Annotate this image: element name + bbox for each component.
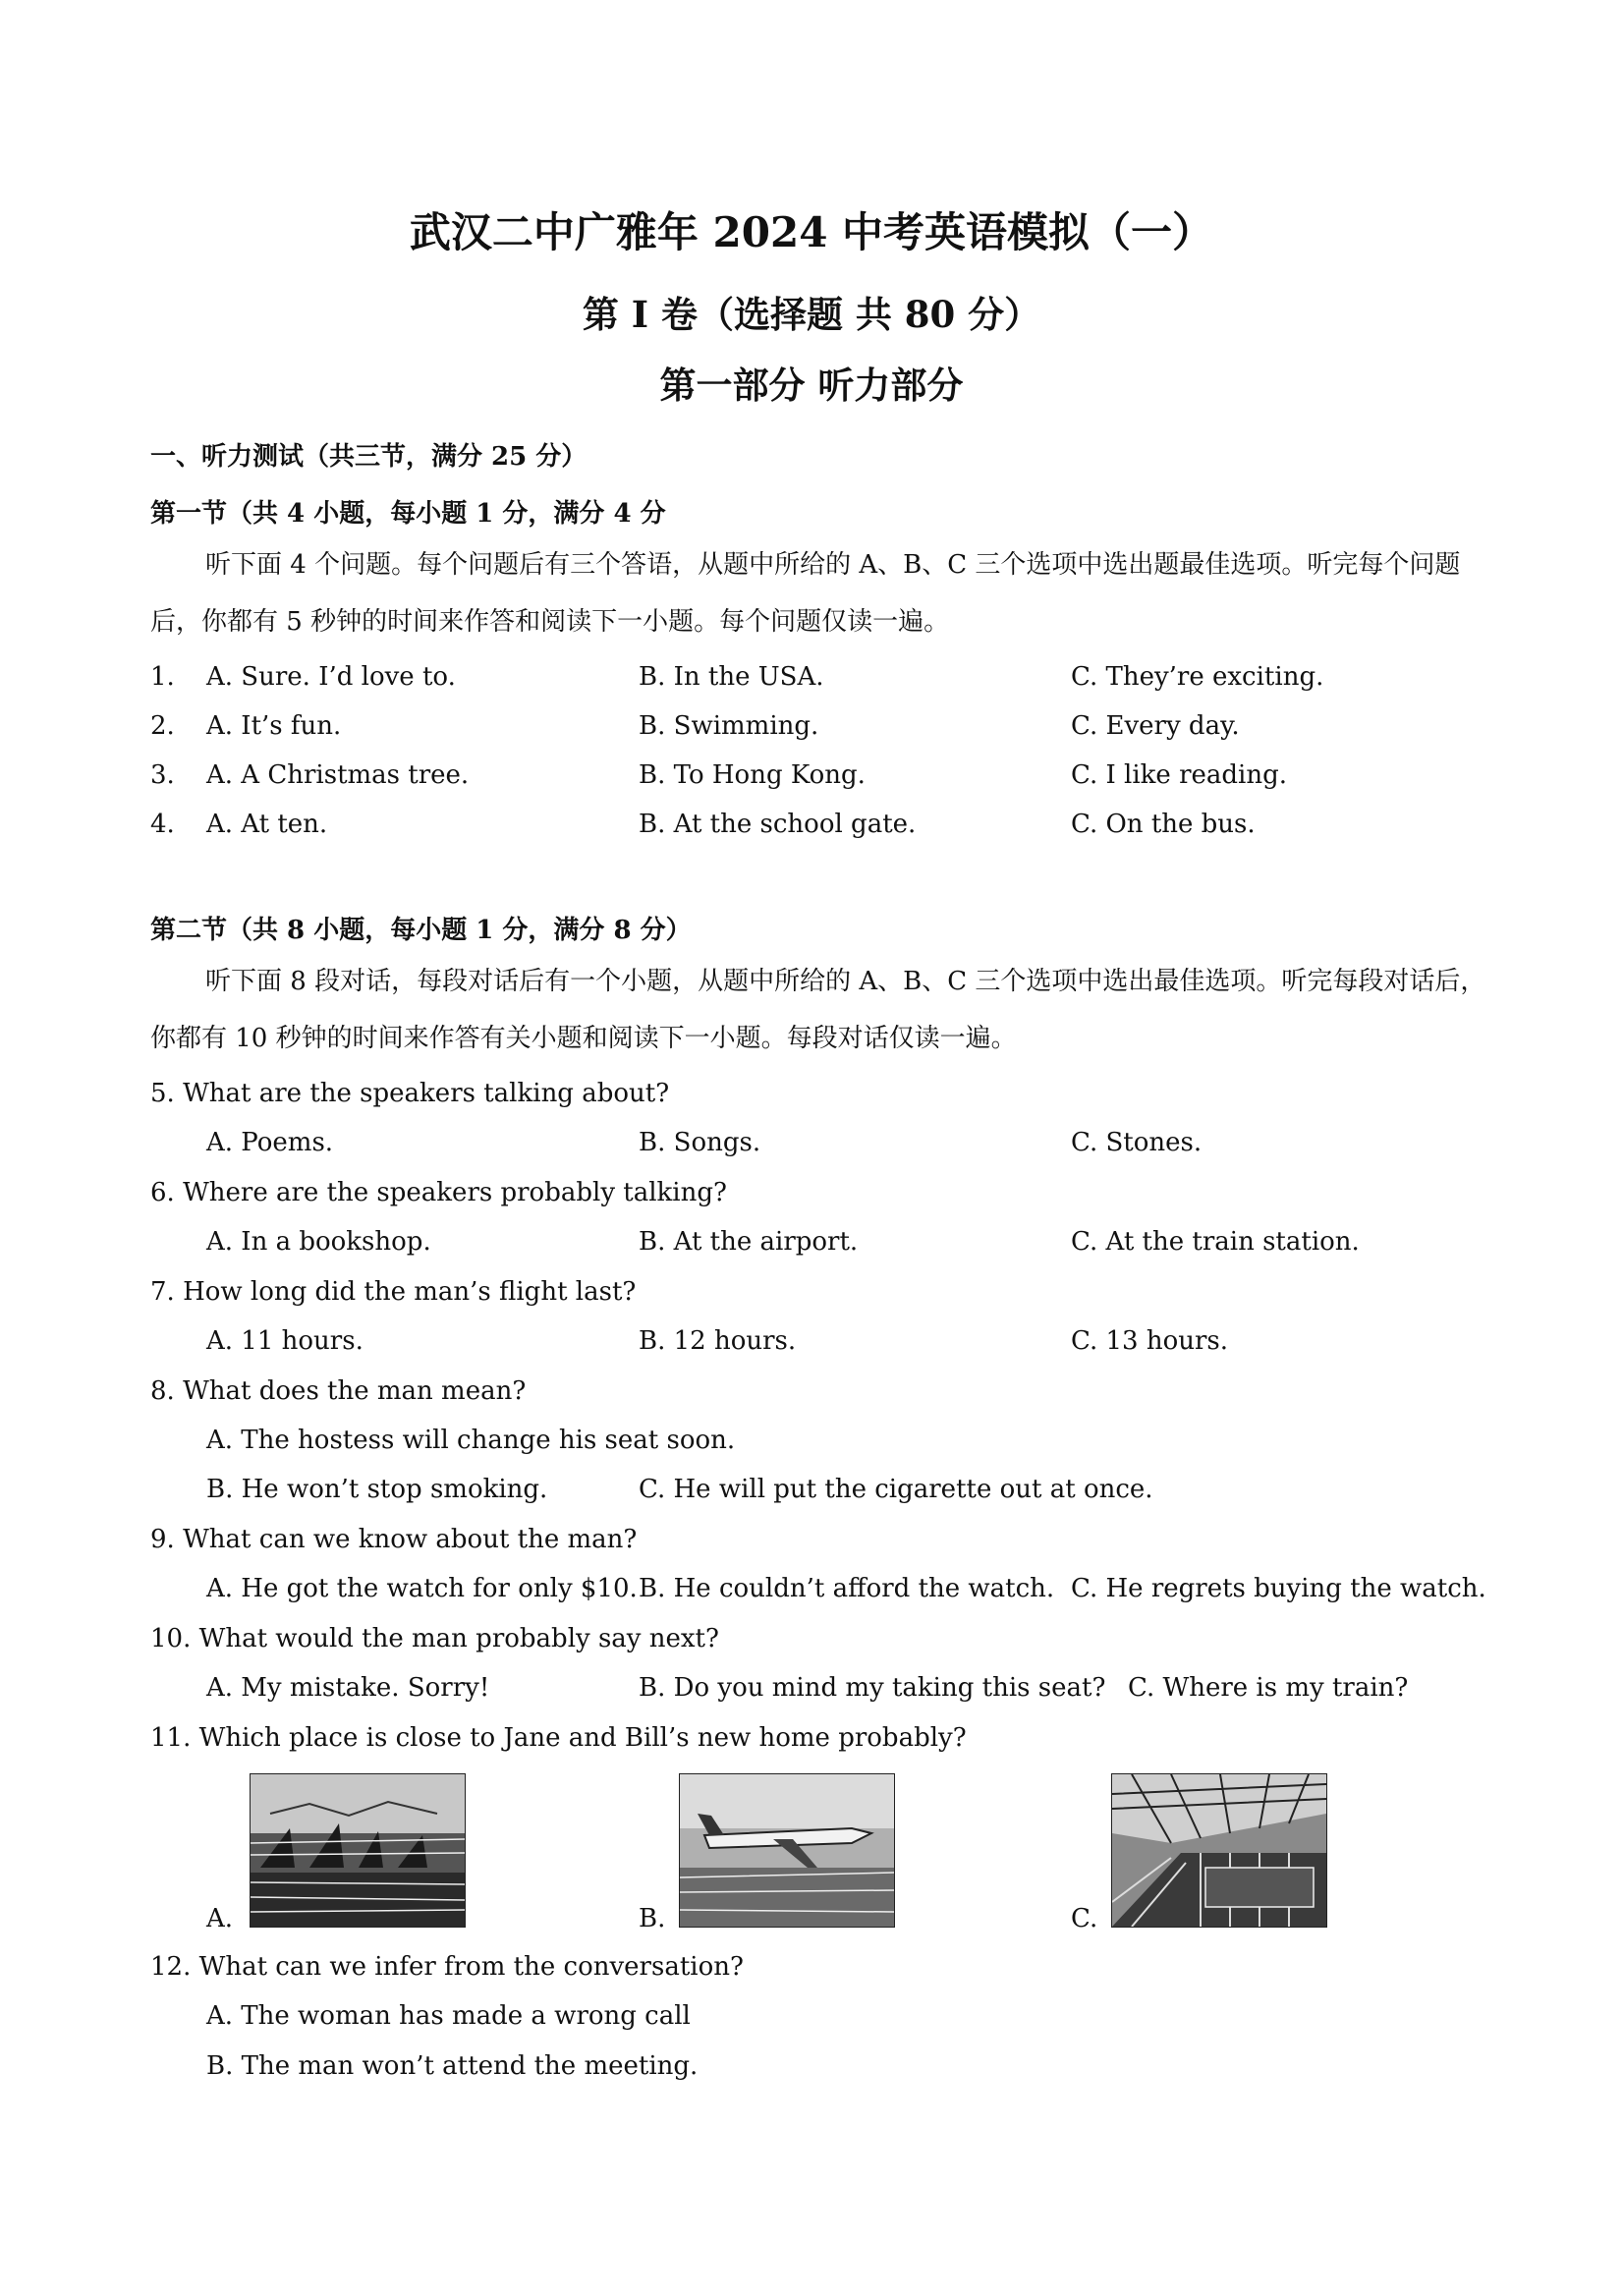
- section2-instructions: 听下面 8 段对话，每段对话后有一个小题，从题中所给的 A、B、C 三个选项中选出最佳选项。听完每段对话后，你都有 10 秒钟的时间来作答有关小题和阅读下一小题。每段对话仅读一遍。: [150, 967, 1486, 1053]
- question-stem: 10. What would the man probably say next?: [150, 1624, 719, 1653]
- section2-heading: 第二节（共 8 小题，每小题 1 分，满分 8 分）: [150, 916, 692, 945]
- option-b: B. At the school gate.: [639, 810, 917, 839]
- question-number: 3.: [150, 760, 175, 790]
- option-c: C. Where is my train?: [1128, 1673, 1409, 1703]
- option-a: A.: [206, 1904, 234, 1933]
- question-stem: 9. What can we know about the man?: [150, 1525, 638, 1554]
- option-a: A. A Christmas tree.: [206, 760, 470, 790]
- volume-title: 第 I 卷（选择题 共 80 分）: [582, 293, 1041, 336]
- section1-instructions: 听下面 4 个问题。每个问题后有三个答语，从题中所给的 A、B、C 三个选项中选出题最佳选项。听完每个问题后，你都有 5 秒钟的时间来作答和阅读下一小题。每个问题仅读一遍。: [150, 550, 1461, 637]
- option-c: C. 13 hours.: [1071, 1326, 1229, 1356]
- section1-heading: 第一节（共 4 小题，每小题 1 分，满分 4 分: [150, 499, 666, 529]
- option-c: C. He will put the cigarette out at once.: [639, 1475, 1153, 1504]
- option-a: A. In a bookshop.: [206, 1227, 431, 1257]
- option-b: B. The man won’t attend the meeting.: [206, 2051, 699, 2081]
- listening-heading: 一、听力测试（共三节，满分 25 分）: [150, 442, 588, 472]
- option-a: A. At ten.: [206, 810, 328, 839]
- train-station-photo: [1111, 1773, 1327, 1928]
- option-b: B. To Hong Kong.: [639, 760, 866, 790]
- question-number: 2.: [150, 711, 175, 741]
- question-stem: 8. What does the man mean?: [150, 1376, 527, 1406]
- part-title: 第一部分 听力部分: [659, 364, 964, 407]
- option-a: A. It’s fun.: [206, 711, 342, 741]
- question-stem: 5. What are the speakers talking about?: [150, 1079, 670, 1108]
- option-c: C. Stones.: [1071, 1128, 1203, 1157]
- option-c: C. He regrets buying the watch.: [1071, 1574, 1486, 1603]
- question-stem: 12. What can we infer from the conversation?: [150, 1952, 744, 1982]
- airplane-photo: [679, 1773, 895, 1928]
- option-c: C. At the train station.: [1071, 1227, 1360, 1257]
- exam-title: 武汉二中广雅年 2024 中考英语模拟（一）: [409, 208, 1214, 256]
- option-b: B. Swimming.: [639, 711, 819, 741]
- question-stem: 7. How long did the man’s flight last?: [150, 1277, 637, 1307]
- option-a: A. He got the watch for only $10.: [206, 1574, 638, 1603]
- option-b: B. He won’t stop smoking.: [206, 1475, 548, 1504]
- option-a: A. My mistake. Sorry!: [206, 1673, 490, 1703]
- option-c: C.: [1071, 1904, 1098, 1933]
- option-b: B. At the airport.: [639, 1227, 859, 1257]
- option-a: A. 11 hours.: [206, 1326, 364, 1356]
- option-c: C. Every day.: [1071, 711, 1240, 741]
- option-a: A. The woman has made a wrong call: [206, 2001, 691, 2031]
- option-a: A. Sure. I’d love to.: [206, 662, 456, 692]
- option-c: C. They’re exciting.: [1071, 662, 1324, 692]
- harbor-photo: [250, 1773, 466, 1928]
- question-number: 4.: [150, 810, 175, 839]
- option-c: C. On the bus.: [1071, 810, 1256, 839]
- option-b: B.: [639, 1904, 666, 1933]
- option-c: C. I like reading.: [1071, 760, 1287, 790]
- option-b: B. Songs.: [639, 1128, 761, 1157]
- option-a: A. Poems.: [206, 1128, 334, 1157]
- question-number: 1.: [150, 662, 175, 692]
- option-a: A. The hostess will change his seat soon.: [206, 1426, 736, 1455]
- question-stem: 6. Where are the speakers probably talking?: [150, 1178, 727, 1207]
- option-b: B. 12 hours.: [639, 1326, 797, 1356]
- option-b: B. In the USA.: [639, 662, 824, 692]
- question-stem: 11. Which place is close to Jane and Bill’s new home probably?: [150, 1723, 967, 1753]
- option-b: B. Do you mind my taking this seat?: [639, 1673, 1106, 1703]
- option-b: B. He couldn’t afford the watch.: [639, 1574, 1055, 1603]
